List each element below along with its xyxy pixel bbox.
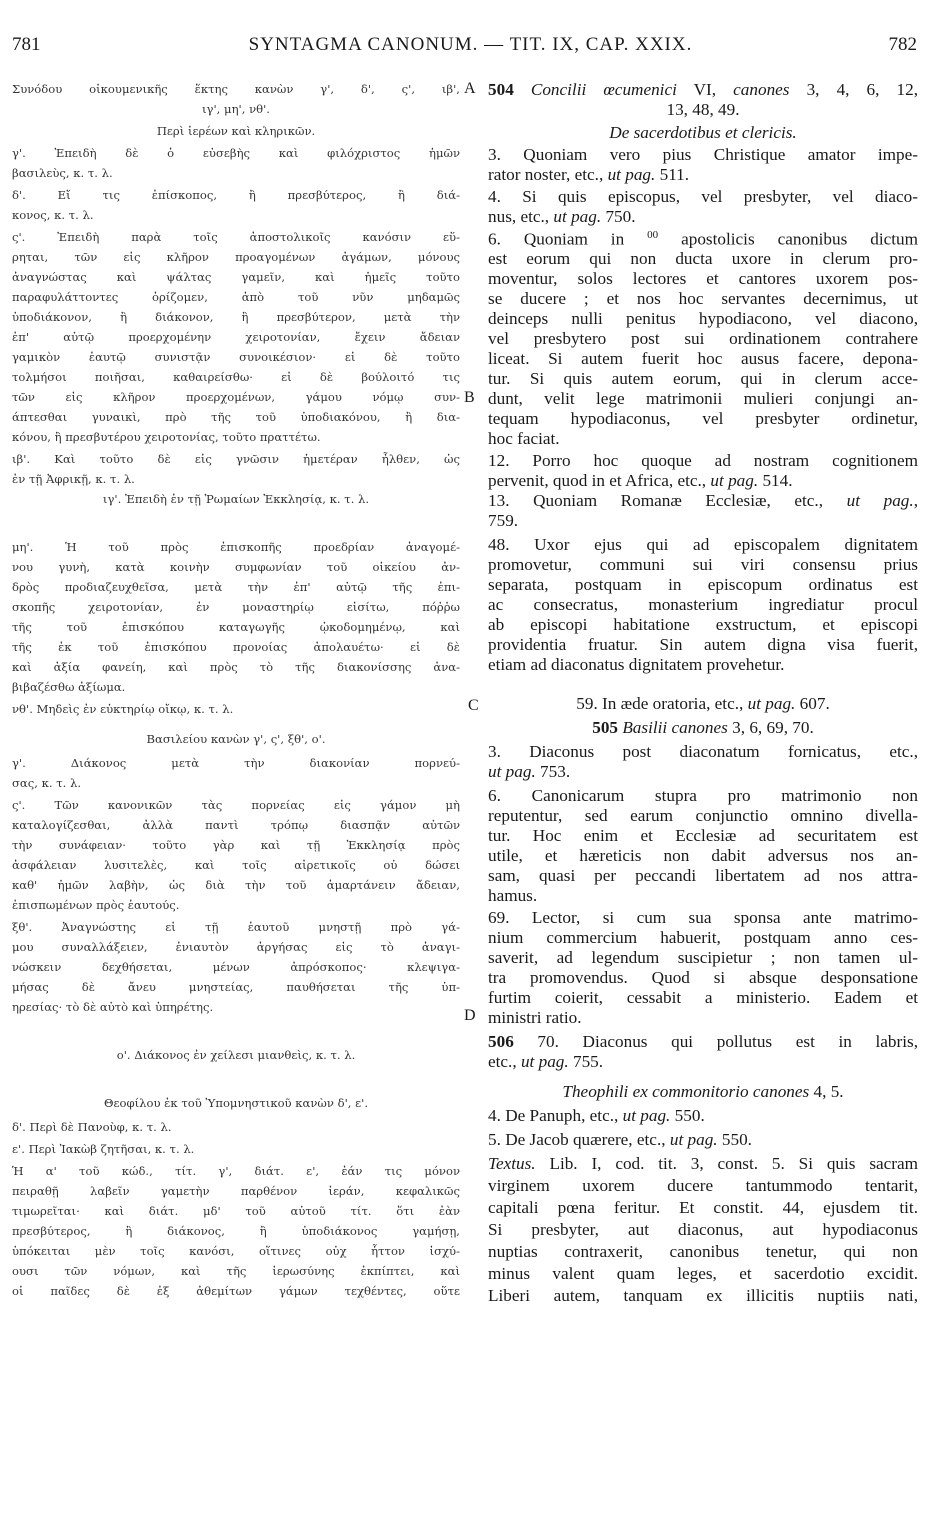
latin-text-line: 13, 48, 49. xyxy=(666,100,740,119)
greek-text-line: τιμωρεῖται· καὶ διάτ. μδ' τοῦ αὐτοῦ τίτ. ὅτι ἐὰν xyxy=(12,1204,460,1218)
greek-text-line: γ'. Διάκονος μετὰ τὴν διακονίαν πορνεύ- xyxy=(12,756,460,770)
latin-text-line: 3. Quoniam vero pius Christique amator impe- xyxy=(488,145,918,164)
latin-text-line: De sacerdotibus et clericis. xyxy=(609,123,797,142)
latin-text-line: promovetur, communi sui viri consensu prius xyxy=(488,555,918,574)
greek-text-line: ἐν τῇ Ἀφρικῇ, κ. τ. λ. xyxy=(12,472,135,486)
latin-text-line: 505 Basilii canones 3, 6, 69, 70. xyxy=(592,718,814,737)
greek-text-line: οἱ παῖδες δὲ ἐξ ἀθεμίτων γάμων τεχθέντες, οὕτε xyxy=(12,1284,460,1298)
left-page-number: 781 xyxy=(12,34,41,55)
greek-text-line: ς'. Τῶν κανονικῶν τὰς πορνείας εἰς γάμον μὴ xyxy=(12,798,460,812)
latin-text-line: virginem uxorem ducere tantummodo tentarit, xyxy=(488,1176,918,1195)
greek-text-line: ιβ'. Καὶ τοῦτο δὲ εἰς γνῶσιν ἡμετέραν ἦλθεν, ὡς xyxy=(12,452,460,466)
greek-text-line: ἀναγνώστας καὶ ψάλτας γαμεῖν, καὶ ἡμεῖς τοῦτο xyxy=(12,270,460,284)
greek-text-line: ἐπ' αὐτῷ προερχομένην χειροτονίαν, ἔχειν ἄδειαν xyxy=(12,330,460,344)
latin-text-line: 6. Canonicarum stupra pro matrimonio non xyxy=(488,786,918,805)
latin-text-line: 4. De Panuph, etc., ut pag. 550. xyxy=(488,1106,705,1125)
latin-text-line: 5. De Jacob quærere, etc., ut pag. 550. xyxy=(488,1130,752,1149)
right-page-number: 782 xyxy=(888,34,917,55)
latin-text-line: sam, quasi per peccandi libertatem ad nos attra- xyxy=(488,866,918,885)
greek-text-line: βασιλεὺς, κ. τ. λ. xyxy=(12,166,113,180)
greek-text-line: κονος, κ. τ. λ. xyxy=(12,208,94,222)
latin-text-line: 4. Si quis episcopus, vel presbyter, vel diaco- xyxy=(488,187,918,206)
greek-text-line: ὑποδιάκονον, ἢ διάκονον, ἢ πρεσβύτερον, μετὰ τὴν xyxy=(12,310,460,324)
latin-text-line: pervenit, quod in et Africa, etc., ut pag. 514. xyxy=(488,471,793,490)
greek-text-line: Ἡ α' τοῦ κώδ., τίτ. γ', διάτ. ε', ἐάν τις μόνον xyxy=(12,1164,460,1178)
greek-text-line: άπτεσθαι γυναικὶ, πρὸ τῆς τοῦ ὑποδιακόνου, ἢ δια- xyxy=(12,410,460,424)
greek-text-line: ουσι τῶν νόμων, καὶ τῆς ἱερωσύνης ἐκπίπτει, καὶ xyxy=(12,1264,460,1278)
greek-text-line: τὴν συνάφειαν· τοῦτο γὰρ καὶ τῇ Ἐκκλησίᾳ πρὸς xyxy=(12,838,460,852)
latin-text-line: 48. Uxor ejus qui ad episcopalem dignitatem xyxy=(488,535,918,554)
greek-text-line: γαμικὸν ἑαυτῷ συνιστᾷν συνοικέσιον· εἰ δὲ τοῦτο xyxy=(12,350,460,364)
latin-text-line: reputentur, sed earum conjunctio omnino divella- xyxy=(488,806,918,825)
latin-text-line: saverit, ad legendum suscipietur ; non tamen ul- xyxy=(488,948,918,967)
greek-text-line: νώσκειν δεχθήσεται, μένων ἀπρόσκοπος· κλεψιγα- xyxy=(12,960,460,974)
greek-text-line: πρεσβύτερος, ἢ διάκονος, ἢ ὑποδιάκονος γαμήσῃ, xyxy=(12,1224,460,1238)
latin-text-line: Liberi autem, tanquam ex illicitis nuptiis nati, xyxy=(488,1286,918,1305)
greek-text-line: σας, κ. τ. λ. xyxy=(12,776,82,790)
latin-text-line: 69. Lector, si cum sua sponsa ante matrimo- xyxy=(488,908,918,927)
latin-text-line: rator noster, etc., ut pag. 511. xyxy=(488,165,690,184)
greek-text-line: καθ' ἡμῶν λαβὴν, ὡς διὰ τὴν τοῦ ἁμαρτάνειν ἄδειαν, xyxy=(12,878,460,892)
greek-text-line: δ'. Περὶ δὲ Πανοὺφ, κ. τ. λ. xyxy=(12,1120,172,1134)
latin-text-line: liceat. Si autem fuerit hoc ausus facere, depona- xyxy=(488,349,918,368)
greek-text-line: ἐπισπωμένων πρὸς ἑαυτούς. xyxy=(12,898,180,912)
margin-marker-a: A xyxy=(464,80,476,97)
greek-text-line: τῆς τοῦ ἐπισκόπου καταγωγῆς ᾠκοδομημένῳ, καὶ xyxy=(12,620,460,634)
margin-marker-d: D xyxy=(464,1007,476,1024)
greek-text-line: Θεοφίλου ἐκ τοῦ Ὑπομνηστικοῦ κανὼν δ', ε'. xyxy=(103,1096,369,1110)
latin-text-line: 6. Quoniam in $^{00}$ apostolicis canonibus dictum xyxy=(488,229,918,249)
greek-text-line: καταλογίζεσθαι, ἀλλὰ παντὶ τρόπῳ διασπᾷν αὐτῶν xyxy=(12,818,460,832)
greek-text-line: βιβαζέσθω ἀξίωμα. xyxy=(12,680,126,694)
latin-text-line: hamus. xyxy=(488,886,538,905)
greek-text-line: πειραθῇ λαβεῖν γαμετὴν παρθένον ἱεράν, κεφαλικῶς xyxy=(12,1184,460,1198)
greek-text-line: ε'. Περὶ Ἰακὼβ ζητῆσαι, κ. τ. λ. xyxy=(12,1142,195,1156)
latin-text-line: etiam ad diaconatus dignitatem provehetur. xyxy=(488,655,785,674)
latin-text-line: providentia fruatur. Sin autem digna visa fuerit, xyxy=(488,635,918,654)
greek-text-line: ιγ', μη', νθ'. xyxy=(202,102,270,116)
running-title: SYNTAGMA CANONUM. — TIT. IX, CAP. XXIX. xyxy=(248,34,693,55)
latin-text-line: nuptias contraxerit, canonibus tenetur, qui non xyxy=(488,1242,918,1261)
greek-text-line: δ'. Εἴ τις ἐπίσκοπος, ἢ πρεσβύτερος, ἢ διά- xyxy=(12,188,460,202)
greek-text-line: κόνου, ἢ πρεσβυτέρου χειροτονίας, τοῦτο πραττέτω. xyxy=(12,430,321,444)
latin-text-line: tequam hypodiaconus, vel presbyter ordinetur, xyxy=(488,409,918,428)
latin-text-line: separata, postquam in episcopum ordinatus est xyxy=(488,575,918,594)
latin-text-line: 13. Quoniam Romanæ Ecclesiæ, etc., ut pag., xyxy=(488,491,918,510)
greek-text-line: Περὶ ἱερέων καὶ κληρικῶν. xyxy=(156,124,316,138)
latin-text-line: utile, et hæreticis non dabit adversus nos an- xyxy=(488,846,918,865)
latin-text-line: ut pag. 753. xyxy=(488,762,571,781)
greek-text-line: ο'. Διάκονος ἐν χείλεσι μιανθεὶς, κ. τ. λ. xyxy=(116,1048,356,1062)
latin-text-line: minus valent quam leges, et sacerdotio excidit. xyxy=(488,1264,918,1283)
latin-text-line: 759. xyxy=(488,511,519,530)
greek-text-line: ὑπόκειται μὲν τοῖς κανόσι, οἵτινες οὐχ ἧττον ἰσχύ- xyxy=(12,1244,460,1258)
latin-text-line: moventur, solos lectores et cantores uxorem pos- xyxy=(488,269,918,288)
greek-text-line: τῆς ἐκ τοῦ ἐπισκόπου προνοίας ἀπολαυέτω· εἰ δὲ xyxy=(12,640,460,654)
latin-text-line: 12. Porro hoc quoque ad nostram cognitionem xyxy=(488,451,918,470)
latin-text-line: etc., ut pag. 755. xyxy=(488,1052,604,1071)
greek-text-line: ηρεσίας· τὸ δὲ αὐτὸ καὶ ὑπηρέτης. xyxy=(12,1000,214,1014)
latin-text-line: capitali pœna feritur. Et constit. 44, ejusdem tit. xyxy=(488,1198,918,1217)
latin-text-line: nus, etc., ut pag. 750. xyxy=(488,207,636,226)
latin-text-line: est eorum qui non ducta uxore in clerum pro- xyxy=(488,249,918,268)
latin-text-line: Theophili ex commonitorio canones 4, 5. xyxy=(562,1082,844,1101)
latin-text-line: nium commercium habuerit, postquam anno ces- xyxy=(488,928,918,947)
greek-text-line: τολμήσοι ποιῆσαι, καθαιρείσθω· εἰ δὲ βούλοιτό τις xyxy=(12,370,460,384)
running-header xyxy=(0,34,941,64)
greek-text-line: ξθ'. Ἀναγνώστης εἰ τῇ ἑαυτοῦ μνηστῇ πρὸ γά- xyxy=(12,920,460,934)
greek-text-line: ἀσφάλειαν λυσιτελὲς, καὶ τοῖς αἱρετικοῖς οὐ δώσει xyxy=(12,858,460,872)
greek-text-line: νθ'. Μηδεὶς ἐν εὐκτηρίῳ οἴκῳ, κ. τ. λ. xyxy=(12,702,234,716)
latin-text-line: tur. Hoc enim et Ecclesiæ ad securitatem est xyxy=(488,826,918,845)
greek-text-line: σκοπῆς χειροτονίαν, ἐν μοναστηρίῳ εἰσίτω, πόῤῥω xyxy=(12,600,460,614)
greek-text-line: μου συναλλάξειεν, ἐνιαυτὸν ἀργήσας εἰς τὸ ἀναγι- xyxy=(12,940,460,954)
latin-text-line: tur. Si quis autem eorum, qui in clerum acce- xyxy=(488,369,918,388)
latin-text-line: ab episcopi habitatione exstructum, et episcopi xyxy=(488,615,918,634)
greek-text-line: ς'. Ἐπειδὴ παρὰ τοῖς ἀποστολικοῖς κανόσιν εὕ- xyxy=(12,230,460,244)
latin-text-line: ac consecratus, monasterium ingrediatur procul xyxy=(488,595,918,614)
greek-text-line: παραφυλάττοντες ὁρίζομεν, ἀπὸ τοῦ νῦν μηδαμῶς xyxy=(12,290,460,304)
latin-text-line: Textus. Lib. I, cod. tit. 3, const. 5. Si quis sacram xyxy=(488,1154,918,1173)
latin-text-line: 59. In æde oratoria, etc., ut pag. 607. xyxy=(576,694,830,713)
greek-text-line: Βασιλείου κανὼν γ', ς', ξθ', ο'. xyxy=(146,732,326,746)
margin-marker-c: C xyxy=(468,697,479,714)
greek-text-line: Συνόδου οἰκουμενικῆς ἕκτης κανὼν γ', δ', ς', ιβ', xyxy=(12,82,460,96)
greek-text-line: δρὸς προδιαζευχθεῖσα, μετὰ τὴν ἐπ' αὐτῷ τῆς ἐπι- xyxy=(12,580,460,594)
latin-text-line: 504 Concilii œcumenici VI, canones 3, 4, 6, 12, xyxy=(488,80,919,99)
greek-text-line: μη'. Ἡ τοῦ πρὸς ἐπισκοπῆς προεδρίαν ἀναγομέ- xyxy=(12,540,460,554)
greek-text-line: τῶν εἰς κλῆρον προερχομένων, γάμου νόμῳ συν- xyxy=(12,390,460,404)
latin-text-line: 506 70. Diaconus qui pollutus est in labris, xyxy=(488,1032,918,1051)
greek-text-line: μήσας δὲ ἄνευ μνηστείας, παυθήσεται τῆς ὑπ- xyxy=(12,980,460,994)
latin-text-line: ministri ratio. xyxy=(488,1008,582,1027)
greek-text-line: καὶ ἀξία φανείη, καὶ πρὸς τὸ τῆς διακονίσσης ἀνα- xyxy=(12,660,460,674)
latin-text-line: dunt, velit lege matrimonii mulieri conjungi an- xyxy=(488,389,918,408)
greek-text-line: νου γυνὴ, κατὰ κοινὴν συμφωνίαν τοῦ οἰκείου ἀν- xyxy=(12,560,460,574)
greek-text-line: ιγ'. Ἐπειδὴ ἐν τῇ Ῥωμαίων Ἐκκλησίᾳ, κ. τ. λ. xyxy=(102,492,370,506)
margin-marker-b: B xyxy=(464,389,475,406)
latin-text-line: deinceps nulli penitus hypodiacono, vel diacono, xyxy=(488,309,918,328)
latin-text-line: Si presbyter, aut diaconus, aut hypodiaconus xyxy=(488,1220,918,1239)
latin-text-line: hoc faciat. xyxy=(488,429,560,448)
latin-text-line: se ducere ; et nos hoc servantes decernimus, ut xyxy=(488,289,918,308)
greek-text-line: γ'. Ἐπειδὴ δὲ ὁ εὐσεβὴς καὶ φιλόχριστος ἡμῶν xyxy=(12,146,460,160)
latin-text-line: 3. Diaconus post diaconatum fornicatus, etc., xyxy=(488,742,918,761)
greek-text-line: ρηται, τῶν εἰς κλῆρον προαγομένων ἀγάμων, μόνους xyxy=(12,250,460,264)
latin-text-line: tra promovendus. Quod si absque desponsatione xyxy=(488,968,918,987)
latin-text-line: furtim coierit, cessabit a ministerio. Eadem et xyxy=(488,988,918,1007)
latin-text-line: vel presbytero post sui ordinationem contrahere xyxy=(488,329,918,348)
